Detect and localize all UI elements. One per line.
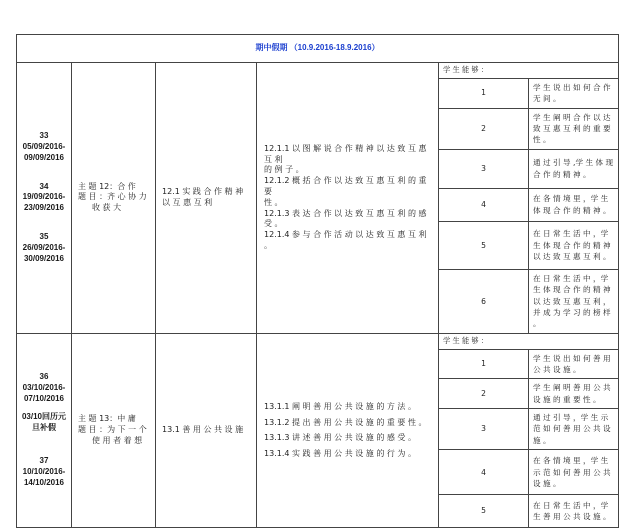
standard-line: 性 。: [264, 197, 283, 207]
week-date-start: 26/09/2016-: [22, 242, 66, 252]
outcome-number: 5: [439, 221, 529, 269]
standard-line: 12.1.2 概 括 合 作 以 达 致 互 惠 互 利 的 重 要: [264, 176, 427, 197]
outcome-text: 在 日 常 生 活 中 ，学 生 体 现 合 作 的 精 神 以 达 致 互 惠 互 利 ，并 成 为 学 习 的 榜 样 。: [533, 273, 611, 329]
standard-line: 13.1.2 提 出 善 用 公 共 设 施 的 重 要 性 。: [264, 417, 427, 427]
theme-line: 收 获 大: [92, 203, 122, 213]
week-date-end: 07/10/2016: [23, 393, 65, 403]
outcomes-cell: [439, 63, 619, 334]
week-date-end: 09/09/2016: [23, 152, 65, 162]
outcome-row: [439, 221, 618, 269]
week-note: [17, 412, 71, 434]
outcome-number: 3: [439, 409, 529, 450]
theme-line: 主 题 12：合 作: [78, 181, 136, 191]
lesson-plan-table: [16, 34, 619, 528]
theme-line: 使 用 者 着 想: [92, 435, 143, 445]
week-date-end: 30/09/2016: [23, 253, 65, 263]
outcome-row: [439, 108, 618, 149]
week-number: 34: [39, 181, 49, 191]
outcome-text: 学 生 说 出 如 何 合 作 无 间 。: [529, 78, 619, 108]
week-date-start: 05/09/2016-: [22, 142, 66, 152]
outcome-number: 1: [439, 349, 529, 379]
theme-cell: [72, 333, 156, 527]
subtheme-cell: 13.1 善 用 公 共 设 施: [156, 333, 257, 527]
outcomes-cell: [439, 333, 619, 527]
standards-cell: [257, 63, 439, 334]
outcome-text: 在 各 情 境 里 ，学 生 示 范 如 何 善 用 公 共 设 施 。: [529, 450, 619, 495]
outcome-row: [439, 269, 618, 332]
outcomes-table: [439, 63, 618, 333]
week-date-start: 19/09/2016-: [22, 192, 66, 202]
week-date-end: 14/10/2016: [23, 477, 65, 487]
holiday-title: 期中假期 （10.9.2016-18.9.2016）: [17, 35, 619, 63]
holiday-note-line: 03/10回历元: [21, 412, 67, 422]
standard-line: 的 例 子 。: [264, 165, 304, 175]
standard-line: 13.1.3 讲 述 善 用 公 共 设 施 的 感 受 。: [264, 433, 416, 443]
standard-line: 13.1.1 阐 明 善 用 公 共 设 施 的 方 法 。: [264, 402, 416, 412]
theme-line: 题 目 ：齐 心 协 力: [78, 192, 147, 202]
outcome-row: [439, 188, 618, 221]
outcome-text: 通 过 引 导 ,学 生 体 现 合 作 的 精 神 。: [529, 149, 619, 188]
outcome-row: [439, 409, 618, 450]
outcome-number: 4: [439, 188, 529, 221]
outcome-text: 学 生 阐 明 善 用 公 共 设 施 的 重 要 性 。: [529, 379, 619, 409]
outcome-row: [439, 78, 618, 108]
outcome-text: 通 过 引 导 ，学 生 示 范 如 何 善 用 公 共 设 施 。: [529, 409, 619, 450]
week-number: 36: [39, 372, 49, 382]
outcome-row: [439, 450, 618, 495]
week-block: [17, 182, 71, 214]
theme-line: 题 目 ：为 下 一 个: [78, 424, 147, 434]
outcome-number: 2: [439, 108, 529, 149]
week-number: 37: [39, 456, 49, 466]
outcome-text: 学 生 说 出 如 何 善 用 公 共 设 施 。: [529, 349, 619, 379]
outcome-number: 4: [439, 450, 529, 495]
standard-line: 12.1.3 表 达 合 作 以 达 致 互 惠 互 利 的 感 受 。: [264, 208, 427, 229]
outcome-row: [439, 379, 618, 409]
week-block: [17, 131, 71, 163]
outcome-text: 学 生 阐 明 合 作 以 达 致 互 惠 互 利 的 重 要 性 。: [529, 108, 619, 149]
table-row: [17, 63, 619, 334]
week-date-end: 23/09/2016: [23, 203, 65, 213]
outcome-number: 2: [439, 379, 529, 409]
week-number: 33: [39, 131, 49, 141]
outcomes-header: 学 生 能 够 ：: [439, 63, 618, 78]
standard-line: 12.1.4 参 与 合 作 活 动 以 达 致 互 惠 互 利 。: [264, 230, 427, 251]
outcome-number: 1: [439, 78, 529, 108]
week-block: [17, 232, 71, 264]
outcome-text: 在 各 情 境 里 ，学 生 体 现 合 作 的 精 神 。: [529, 188, 619, 221]
week-date-start: 03/10/2016-: [22, 382, 66, 392]
outcomes-header: 学 生 能 够 ：: [439, 334, 618, 349]
subtheme-cell: 12.1 实 践 合 作 精 神 以 互 惠 互 利: [156, 63, 257, 334]
holiday-note-line: 旦补假: [32, 423, 56, 433]
week-date-start: 10/10/2016-: [22, 466, 66, 476]
outcome-number: 6: [439, 269, 529, 332]
outcome-number: 3: [439, 149, 529, 188]
week-number: 35: [39, 232, 49, 242]
theme-cell: [72, 63, 156, 334]
outcomes-table: [439, 334, 618, 527]
outcome-row: [439, 149, 618, 188]
table-row: [17, 333, 619, 527]
standard-line: 13.1.4 实 践 善 用 公 共 设 施 的 行 为 。: [264, 448, 416, 458]
week-block: [17, 372, 71, 404]
week-cell: [17, 63, 72, 334]
outcome-row: [439, 495, 618, 527]
week-cell: [17, 333, 72, 527]
outcome-number: 5: [439, 495, 529, 527]
theme-line: 主 题 13：中 庸: [78, 414, 136, 424]
week-block: [17, 456, 71, 488]
outcome-text: 在 日 常 生 活 中 ，学 生 体 现 合 作 的 精 神 以 达 致 互 惠 互 利 。: [529, 221, 619, 269]
standards-cell: [257, 333, 439, 527]
standard-line: 12.1.1 以 图 解 说 合 作 精 神 以 达 致 互 惠 互 利: [264, 143, 427, 164]
outcome-row: [439, 349, 618, 379]
outcome-text: 在 日 常 生 活 中 ，学 生 善 用 公 共 设 施 。: [533, 500, 611, 521]
